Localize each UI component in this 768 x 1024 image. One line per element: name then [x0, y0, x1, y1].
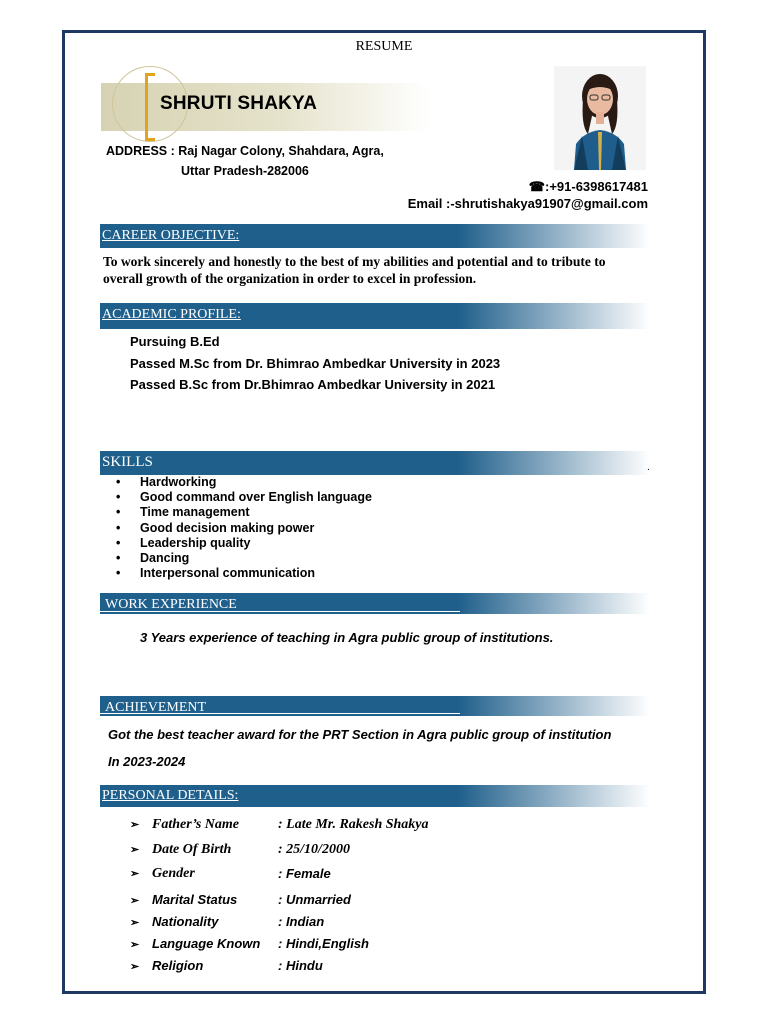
achievement-title: ACHIEVEMENT [105, 700, 207, 715]
detail-value: : Hindi,English [278, 936, 369, 951]
personal-detail-row [130, 866, 331, 882]
career-objective-header [100, 224, 650, 248]
personal-detail-row [130, 936, 369, 951]
skill-item: • Dancing [116, 551, 372, 566]
personal-detail-row [130, 914, 325, 929]
arrow-bullet-icon: ➢ [130, 895, 140, 907]
address-line-1: ADDRESS : Raj Nagar Colony, Shahdara, Agra, [106, 144, 384, 158]
career-objective-line-2: overall growth of the organization in order to excel in profession. [103, 271, 477, 286]
academic-item: Passed M.Sc from Dr. Bhimrao Ambedkar University in 2023 [130, 356, 501, 371]
skills-trailing-dot: . [647, 462, 650, 473]
detail-label: Marital Status [152, 892, 238, 907]
skill-item: • Time management [116, 505, 372, 520]
skill-item: • Good decision making power [116, 521, 372, 536]
arrow-bullet-icon: ➢ [130, 844, 140, 856]
email-address: Email :-shrutishakya91907@gmail.com [407, 196, 648, 211]
arrow-bullet-icon: ➢ [130, 939, 140, 951]
detail-value: : Female [278, 866, 331, 881]
document-title: RESUME [355, 39, 413, 54]
personal-detail-row [130, 842, 350, 858]
skill-item: • Interpersonal communication [116, 566, 372, 581]
skill-item: • Hardworking [116, 475, 372, 490]
banner-bracket-decoration [145, 73, 155, 141]
academic-item: Pursuing B.Ed [130, 334, 220, 349]
work-experience-text: 3 Years experience of teaching in Agra public group of institutions. [140, 630, 554, 645]
candidate-name: SHRUTI SHAKYA [160, 93, 318, 114]
profile-photo [554, 66, 646, 170]
career-objective-line-1: To work sincerely and honestly to the best of my abilities and potential and to tribute to [103, 254, 606, 269]
address-line-2: Uttar Pradesh-282006 [181, 164, 309, 178]
personal-detail-row [130, 958, 323, 973]
skill-item: • Leadership quality [116, 536, 372, 551]
phone-number: ☎:+91-6398617481 [528, 179, 648, 194]
arrow-bullet-icon: ➢ [130, 961, 140, 973]
personal-details-header [100, 785, 650, 807]
skills-title: SKILLS [102, 454, 153, 470]
detail-label: Language Known [152, 936, 261, 951]
skill-item: • Good command over English language [116, 490, 372, 505]
detail-label: Nationality [152, 914, 219, 929]
academic-profile-title: ACADEMIC PROFILE: [102, 307, 241, 322]
work-experience-title: WORK EXPERIENCE [105, 597, 237, 612]
work-experience-header [100, 593, 650, 614]
detail-value: : Unmarried [278, 892, 351, 907]
detail-label: Gender [152, 866, 195, 881]
personal-detail-row [130, 817, 429, 833]
arrow-bullet-icon: ➢ [130, 819, 140, 831]
personal-detail-row [130, 892, 351, 907]
detail-value: : 25/10/2000 [278, 842, 350, 857]
detail-value: : Hindu [278, 958, 323, 973]
skills-header [100, 451, 650, 475]
achievement-header [100, 696, 650, 716]
skills-list [116, 475, 372, 581]
detail-value: : Indian [278, 914, 325, 929]
detail-label: Father’s Name [152, 817, 239, 832]
detail-value: : Late Mr. Rakesh Shakya [278, 817, 429, 832]
personal-details-title: PERSONAL DETAILS: [102, 788, 239, 803]
detail-label: Date Of Birth [152, 842, 232, 857]
academic-profile-header [100, 303, 650, 329]
academic-item: Passed B.Sc from Dr.Bhimrao Ambedkar University in 2021 [130, 377, 496, 392]
arrow-bullet-icon: ➢ [130, 868, 140, 880]
career-objective-title: CAREER OBJECTIVE: [102, 228, 240, 243]
detail-label: Religion [152, 958, 204, 973]
arrow-bullet-icon: ➢ [130, 917, 140, 929]
achievement-line-2: In 2023-2024 [108, 754, 186, 769]
achievement-line-1: Got the best teacher award for the PRT Section in Agra public group of institution [108, 727, 612, 742]
